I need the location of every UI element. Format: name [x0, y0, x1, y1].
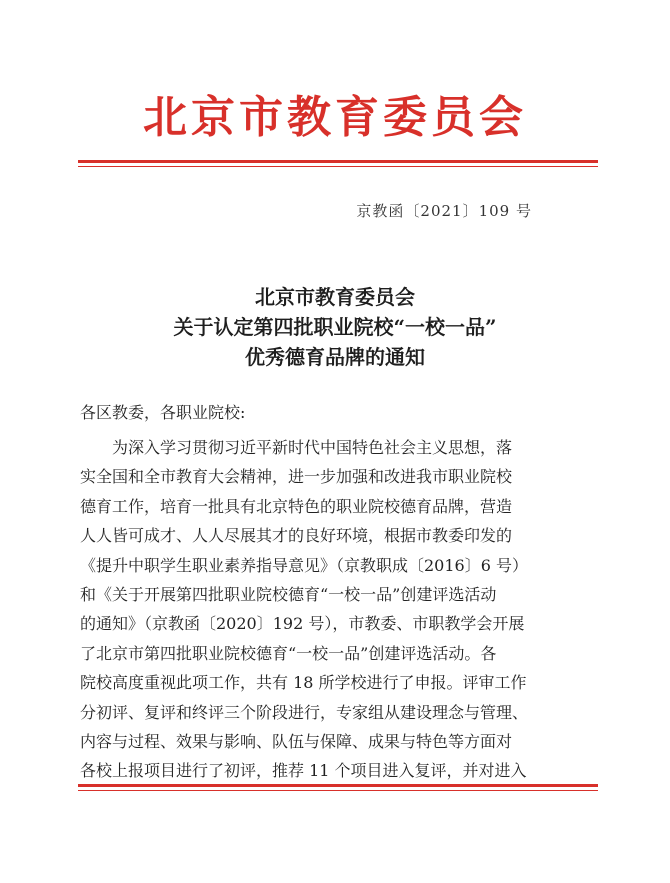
body-line: 了北京市第四批职业院校德育“一校一品”创建评选活动。各 [80, 643, 497, 663]
body-line: 人人皆可成才、人人尽展其才的良好环境，根据市教委印发的 [80, 526, 513, 546]
body-line: 的通知》（京教函〔2020〕192 号），市教委、市职教学会开展 [80, 614, 525, 634]
body-line: 实全国和全市教育大会精神，进一步加强和改进我市职业院校 [80, 467, 513, 487]
title-line: 关于认定第四批职业院校“一校一品” [173, 315, 497, 339]
masthead-rule-top [78, 160, 598, 163]
masthead-rule-bottom [78, 166, 598, 167]
body-line: 德育工作，培育一批具有北京特色的职业院校德育品牌，营造 [80, 496, 513, 516]
title-line: 北京市教育委员会 [255, 285, 415, 309]
body-line: 和《关于开展第四批职业院校德育“一校一品”创建评选活动 [80, 584, 497, 604]
footer-rule-bottom [78, 790, 598, 791]
masthead-title: 北京市教育委员会 [143, 92, 527, 143]
document-number: 京教函〔2021〕109 号 [356, 202, 532, 220]
body-line: 各校上报项目进行了初评，推荐 11 个项目进入复评，并对进入 [80, 761, 527, 781]
title-line: 优秀德育品牌的通知 [245, 345, 425, 369]
salutation: 各区教委，各职业院校: [80, 403, 246, 422]
body-paragraph [80, 433, 595, 786]
body-line: 院校高度重视此项工作，共有 18 所学校进行了申报。评审工作 [80, 673, 527, 693]
body-line: 内容与过程、效果与影响、队伍与保障、成果与特色等方面对 [80, 731, 513, 751]
body-line: 《提升中职学生职业素养指导意见》（京教职成〔2016〕6 号） [80, 555, 528, 575]
body-line: 分初评、复评和终评三个阶段进行，专家组从建设理念与管理、 [80, 702, 529, 722]
footer-rule-top [78, 784, 598, 787]
body-line: 为深入学习贯彻习近平新时代中国特色社会主义思想，落 [112, 438, 513, 457]
document-title [0, 282, 670, 372]
